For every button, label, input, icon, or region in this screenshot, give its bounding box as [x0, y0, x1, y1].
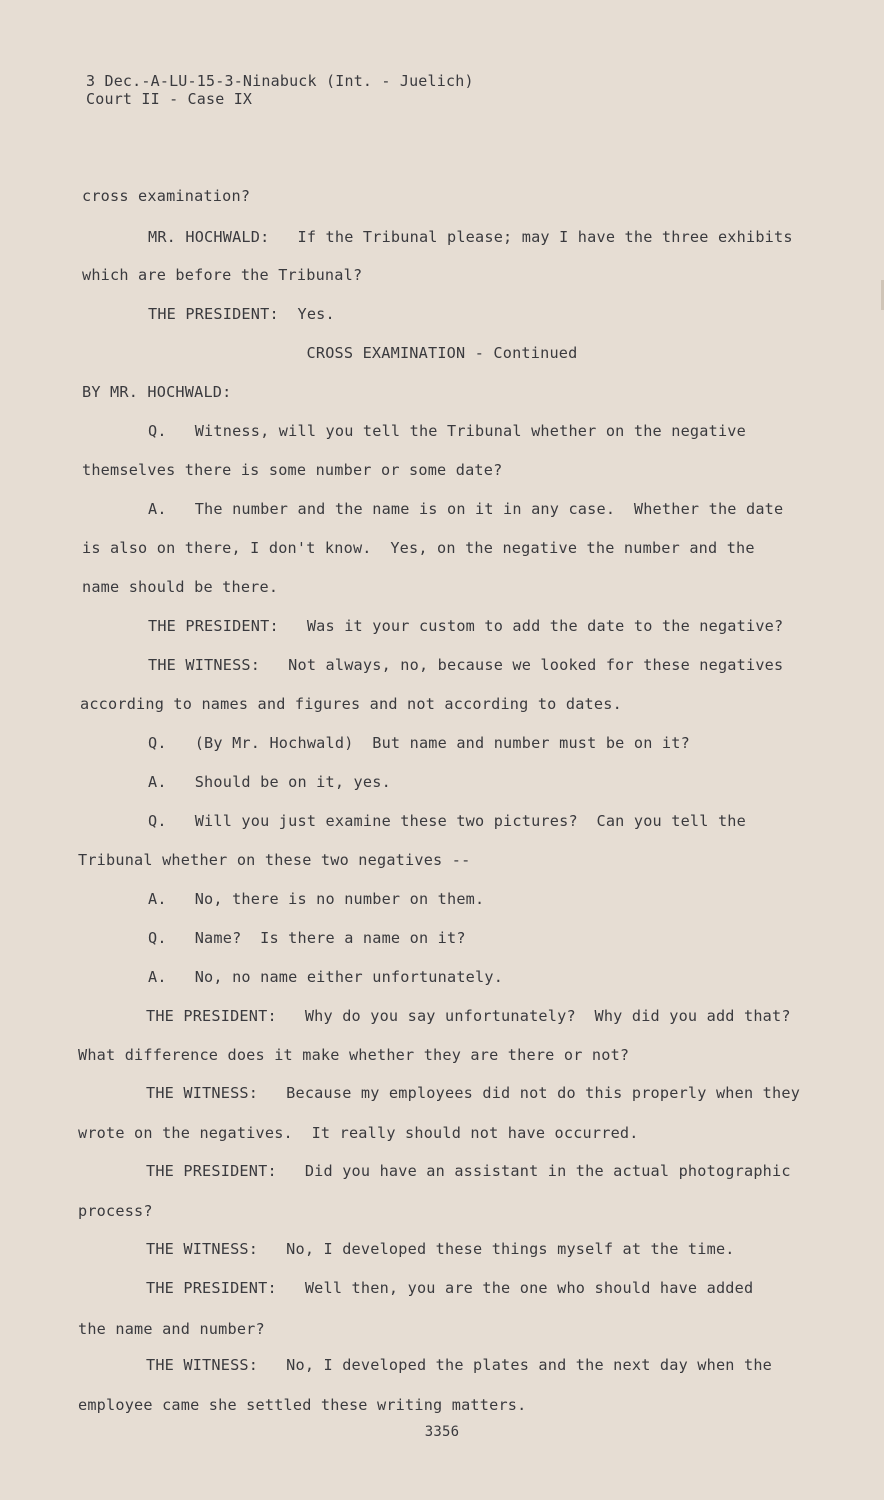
text-line: THE PRESIDENT: Why do you say unfortunately? Why did you add that? — [146, 1007, 791, 1025]
text-line: A. Should be on it, yes. — [148, 773, 391, 791]
section-heading: CROSS EXAMINATION - Continued — [306, 344, 578, 362]
text-line: A. The number and the name is on it in any case. Whether the date — [148, 500, 784, 518]
text-line: Q. Will you just examine these two pictures? Can you tell the — [148, 812, 746, 830]
text-line: Q. Witness, will you tell the Tribunal whether on the negative — [148, 422, 746, 440]
header-case-reference: 3 Dec.-A-LU-15-3-Ninabuck (Int. - Juelich) — [86, 72, 474, 90]
text-line: THE PRESIDENT: Yes. — [148, 305, 335, 323]
text-line: is also on there, I don't know. Yes, on the negative the number and the — [82, 539, 755, 557]
text-line: A. No, no name either unfortunately. — [148, 968, 504, 986]
text-line: What difference does it make whether they are there or not? — [78, 1046, 630, 1064]
text-line: THE PRESIDENT: Well then, you are the one who should have added — [146, 1279, 754, 1297]
text-line: which are before the Tribunal? — [82, 266, 363, 284]
header-court-case: Court II - Case IX — [86, 90, 253, 108]
text-line: BY MR. HOCHWALD: — [82, 383, 232, 401]
text-line: THE PRESIDENT: Did you have an assistant in the actual photographic — [146, 1162, 791, 1180]
text-line: Q. Name? Is there a name on it? — [148, 929, 466, 947]
page-number: 3356 — [424, 1424, 460, 1440]
text-line: THE WITNESS: No, I developed these things myself at the time. — [146, 1240, 735, 1258]
text-line: A. No, there is no number on them. — [148, 890, 485, 908]
text-line: THE WITNESS: Because my employees did not do this properly when they — [146, 1084, 801, 1102]
text-line: process? — [78, 1202, 153, 1220]
text-line: Tribunal whether on these two negatives -- — [78, 851, 471, 869]
text-line: name should be there. — [82, 578, 279, 596]
text-line: according to names and figures and not according to dates. — [80, 695, 622, 713]
text-line: themselves there is some number or some date? — [82, 461, 503, 479]
text-line: THE WITNESS: No, I developed the plates and the next day when the — [146, 1356, 773, 1374]
text-line: MR. HOCHWALD: If the Tribunal please; may I have the three exhibits — [148, 228, 793, 246]
text-line: the name and number? — [78, 1320, 265, 1338]
text-line: cross examination? — [82, 187, 251, 205]
text-line: THE WITNESS: Not always, no, because we looked for these negatives — [148, 656, 784, 674]
text-line: Q. (By Mr. Hochwald) But name and number must be on it? — [148, 734, 690, 752]
text-line: employee came she settled these writing matters. — [78, 1396, 527, 1414]
text-line: THE PRESIDENT: Was it your custom to add the date to the negative? — [148, 617, 784, 635]
text-line: wrote on the negatives. It really should not have occurred. — [78, 1124, 639, 1142]
